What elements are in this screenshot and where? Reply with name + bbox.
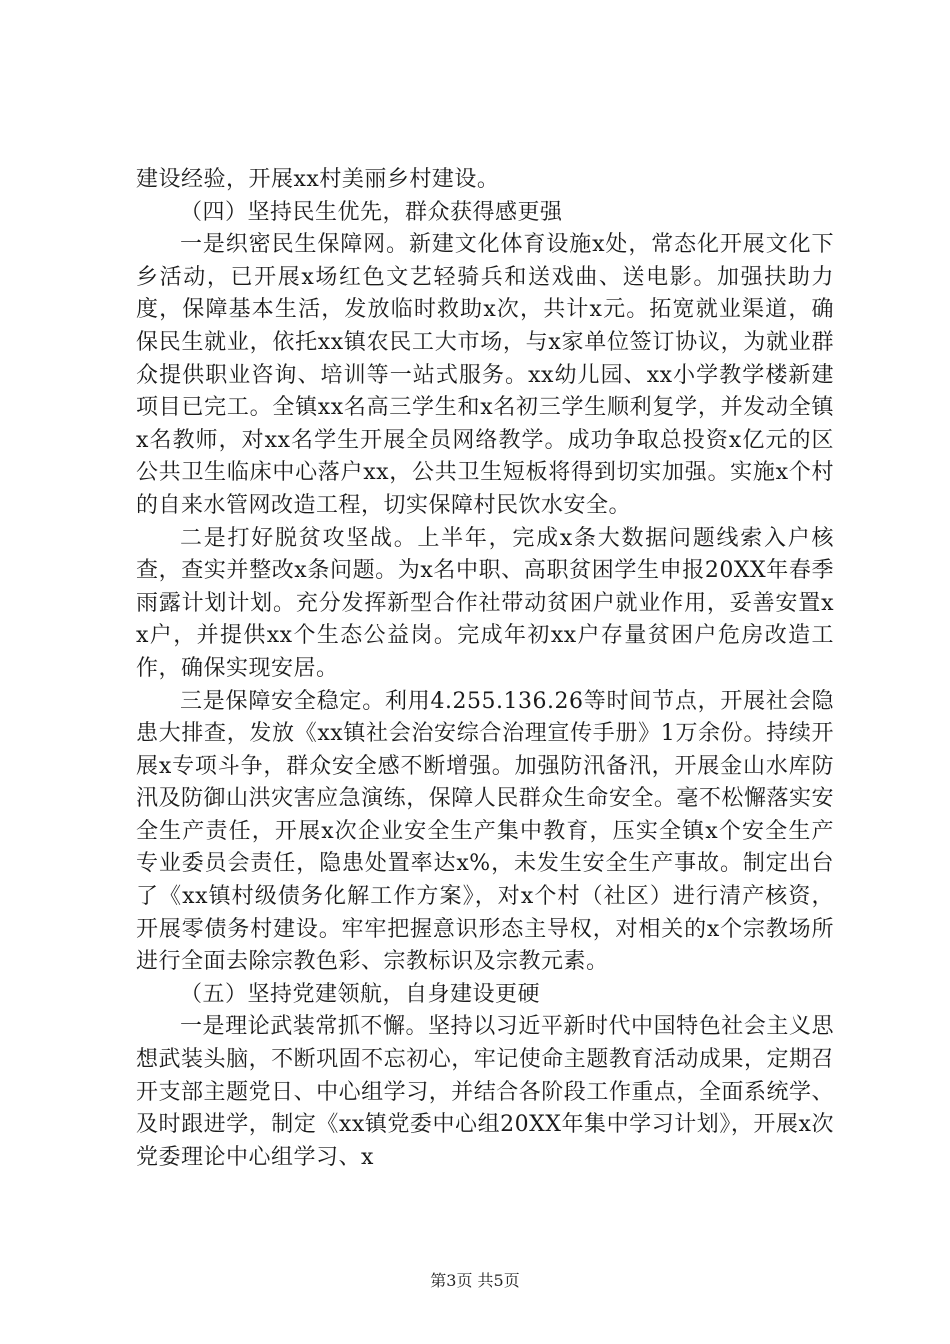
section-heading-5: （五）坚持党建领航，自身建设更硬 <box>180 981 541 1007</box>
paragraph-safety-stability: 三是保障安全稳定。利用4.255.136.26等时间节点，开展社会隐患大排查，发放《xx镇社会治安综合治理宣传手册》1万余份。持续开展x专项斗争，群众安全感不断增强。加强防汛备汛，开展金山水库防汛及防御山洪灾害应急演练，保障人民群众生命安全。毫不松懈落实安全生产责任，开展x次企业安全生产集中教育，压实全镇x个安全生产专业委员会责任，隐患处置率达x%，未发生安全生产事故。制定出台了《xx镇村级债务化解工作方案》，对x个村（社区）进行清产核资，开展零债务村建设。牢牢把握意识形态主导权，对相关的x个宗教场所进行全面去除宗教色彩、宗教标识及宗教元素。 <box>136 688 834 975</box>
section-heading-4: （四）坚持民生优先，群众获得感更强 <box>180 199 563 225</box>
document-body <box>136 164 834 1174</box>
paragraph-continuation: 建设经验，开展xx村美丽乡村建设。 <box>136 167 500 192</box>
page-number-footer: 第3页 共5页 <box>430 1271 520 1290</box>
paragraph-poverty-alleviation: 二是打好脱贫攻坚战。上半年，完成x条大数据问题线索入户核查，查实并整改x条问题。为x名中职、高职贫困学生申报20XX年春季雨露计划计划。充分发挥新型合作社带动贫困户就业作用，妥善安置xx户，并提供xx个生态公益岗。完成年初xx户存量贫困户危房改造工作，确保实现安居。 <box>136 525 834 681</box>
paragraph-livelihood-network: 一是织密民生保障网。新建文化体育设施x处，常态化开展文化下乡活动，已开展x场红色文艺轻骑兵和送戏曲、送电影。加强扶助力度，保障基本生活，发放临时救助x次，共计x元。拓宽就业渠道，确保民生就业，依托xx镇农民工大市场，与x家单位签订协议，为就业群众提供职业咨询、培训等一站式服务。xx幼儿园、xx小学教学楼新建项目已完工。全镇xx名高三学生和x名初三学生顺利复学，并发动全镇x名教师，对xx名学生开展全员网络教学。成功争取总投资x亿元的区公共卫生临床中心落户xx，公共卫生短板将得到切实加强。实施x个村的自来水管网改造工程，切实保障村民饮水安全。 <box>136 232 834 518</box>
paragraph-theory-study: 一是理论武装常抓不懈。坚持以习近平新时代中国特色社会主义思想武装头脑，不断巩固不忘初心，牢记使命主题教育活动成果，定期召开支部主题党日、中心组学习，并结合各阶段工作重点，全面系统学、及时跟进学，制定《xx镇党委中心组20XX年集中学习计划》，开展x次党委理论中心组学习、x <box>136 1014 834 1170</box>
